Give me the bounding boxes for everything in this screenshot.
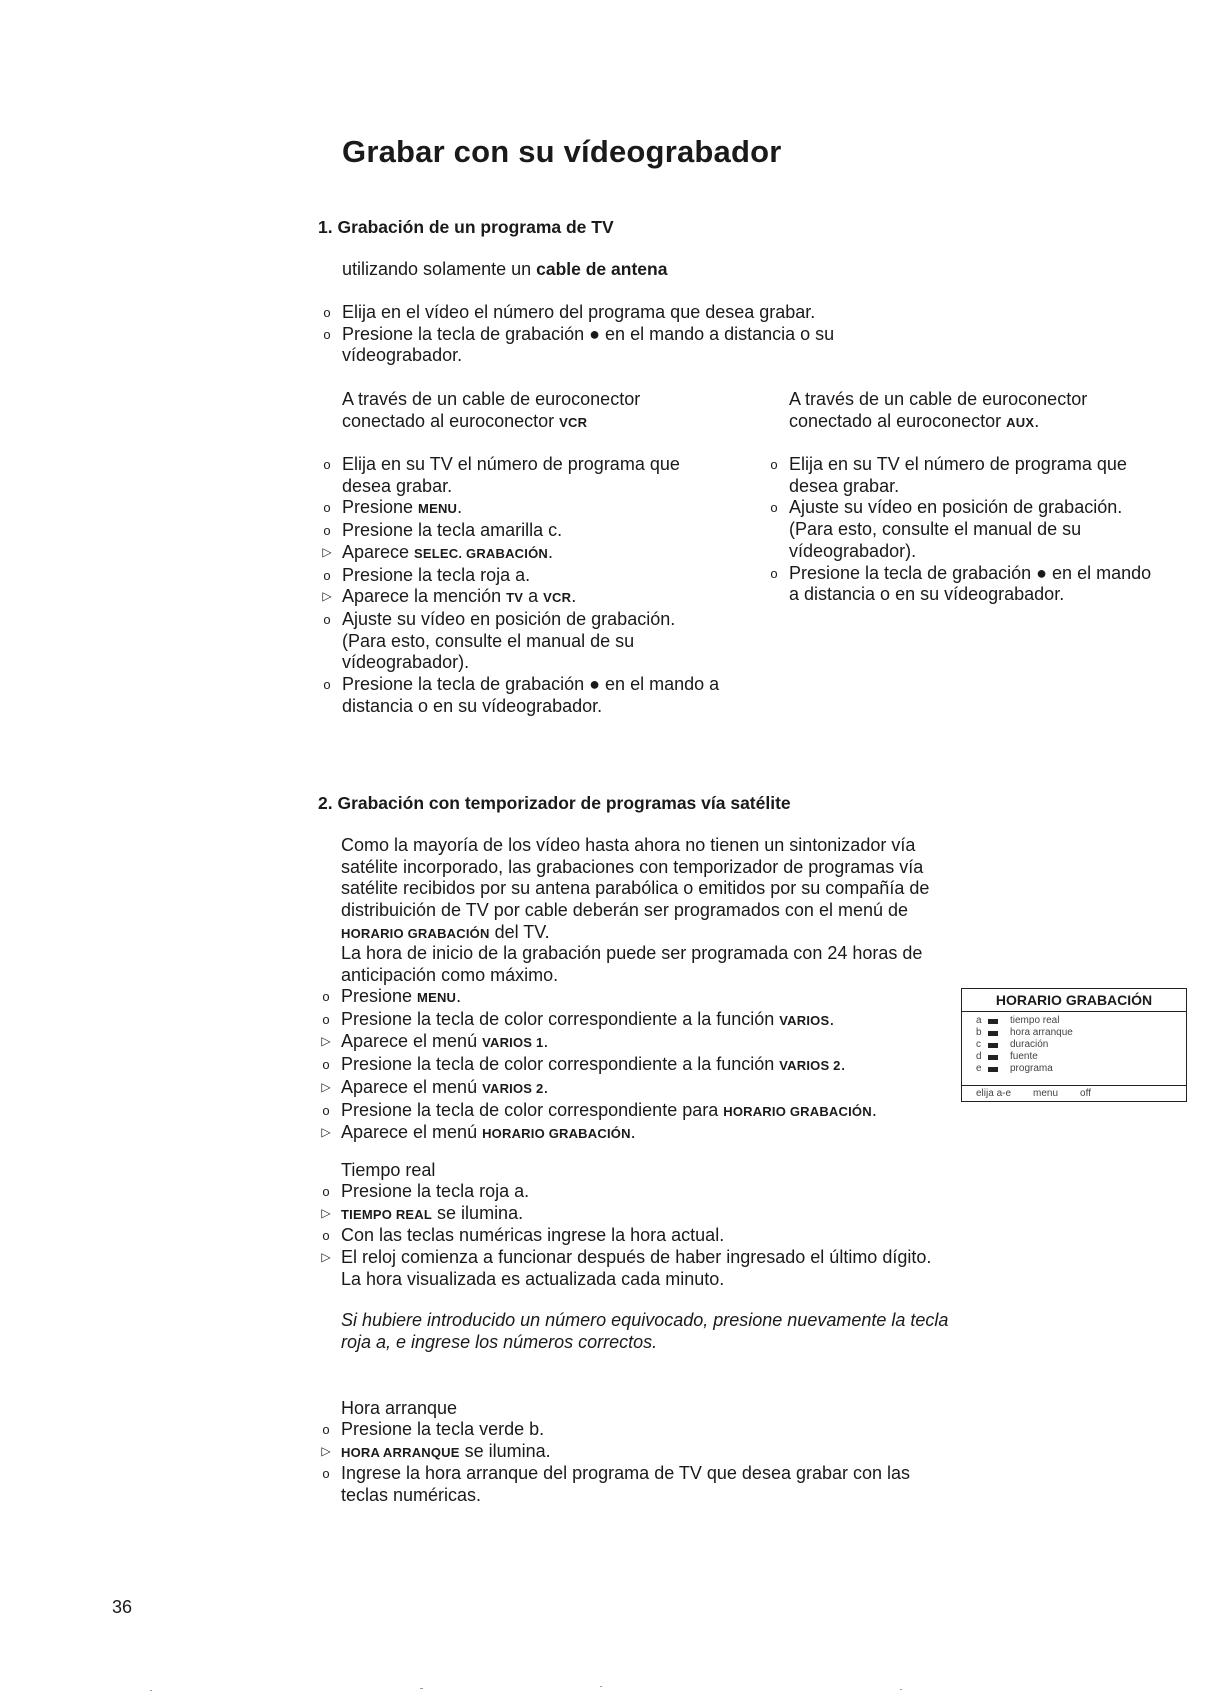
list-item: ▷ TIEMPO REAL se ilumina. (341, 1203, 941, 1226)
list-item: ▷ Aparece la mención TV a VCR. (342, 586, 722, 609)
osd-menu-box (961, 988, 1187, 1102)
arrow-icon: ▷ (321, 1205, 331, 1220)
arrow-icon: ▷ (321, 1034, 331, 1049)
list-item: ▷ Aparece el menú VARIOS 2. (341, 1077, 941, 1100)
list-item: o Ajuste su vídeo en posición de grabación. (Para esto, consulte el manual de su vídeograbador). (342, 609, 722, 674)
scan-speck (420, 1688, 423, 1689)
tiempo-real-note: Si hubiere introducido un número equivocado, presione nuevamente la tecla roja a, e ingrese los números correctos. (341, 1310, 949, 1352)
list-item: ▷ Aparece SELEC. GRABACIÓN. (342, 542, 722, 565)
bullet-icon: o (322, 989, 330, 1004)
color-key-icon (988, 1043, 998, 1048)
page-title: Grabar con su vídeograbador (342, 134, 782, 169)
color-key-icon (988, 1031, 998, 1036)
left-column-heading: A través de un cable de euroconector conectado al euroconector VCR (342, 389, 641, 431)
scan-speck (600, 1686, 602, 1687)
tiempo-real-label: Tiempo real (341, 1160, 436, 1180)
osd-menu-footer: elija a-e menu off (962, 1085, 1186, 1101)
hora-arranque-label: Hora arranque (341, 1398, 458, 1418)
bullet-icon: o (322, 1466, 330, 1482)
right-column-heading: A través de un cable de euroconector conectado al euroconector AUX. (789, 389, 1088, 431)
arrow-icon: ▷ (321, 1125, 331, 1140)
list-item: ▷ HORA ARRANQUE se ilumina. (341, 1441, 961, 1464)
list-item: o Presione la tecla de color correspondiente a la función VARIOS 2. (341, 1054, 941, 1077)
bullet-icon: o (770, 457, 778, 472)
list-item: o Presione MENU. (341, 986, 941, 1009)
bullet-icon: o (323, 305, 331, 320)
section-1-list (323, 302, 902, 367)
bullet-icon: o (770, 500, 778, 516)
osd-menu-row: e programa (976, 1063, 1053, 1074)
list-item: ▷ Aparece el menú HORARIO GRABACIÓN. (341, 1122, 941, 1145)
bullet-icon: o (770, 565, 778, 581)
list-item: o Presione la tecla de grabación ● en el mando a distancia o en su vídeograbador. (342, 674, 722, 717)
section-1-heading: 1. Grabación de un programa de TV (318, 217, 614, 237)
record-dot-icon: ● (589, 674, 601, 695)
left-column-list (322, 454, 722, 717)
arrow-icon: ▷ (321, 1250, 331, 1265)
list-item: o Presione MENU. (342, 497, 722, 520)
section-2-intro: Como la mayoría de los vídeo hasta ahora no tienen un sintonizador vía satélite incorporado, las grabaciones con temporizador de programas vía satélite recibidos por su antena parabólica o emitidos por su compañía de distribuición de TV por cable deberán ser programados con el menú de HORARIO GRABACIÓN del TV. (341, 835, 930, 942)
section-2-heading: 2. Grabación con temporizador de programas vía satélite (318, 793, 791, 813)
osd-menu-title: HORARIO GRABACIÓN (962, 989, 1186, 1012)
record-dot-icon: ● (589, 323, 601, 344)
list-item: o Elija en su TV el número de programa que desea grabar. (342, 454, 722, 497)
bullet-icon: o (323, 326, 331, 342)
list-item: o Presione la tecla de color correspondiente a la función VARIOS. (341, 1009, 941, 1032)
hora-arranque-list (321, 1419, 961, 1507)
list-item: o Presione la tecla de color correspondiente para HORARIO GRABACIÓN. (341, 1100, 941, 1123)
tiempo-real-list (321, 1181, 941, 1291)
list-item: o Presione la tecla roja a. (342, 565, 722, 587)
bullet-icon: o (322, 1011, 330, 1027)
arrow-icon: ▷ (322, 589, 332, 604)
scan-speck (900, 1689, 902, 1690)
list-item: o Ajuste su vídeo en posición de grabación. (Para esto, consulte el manual de su vídeograbador). (789, 497, 1164, 562)
color-key-icon (988, 1019, 998, 1024)
osd-menu-rows (962, 1012, 1186, 1075)
list-item: o Ingrese la hora arranque del programa de TV que desea grabar con las teclas numéricas. (341, 1463, 961, 1506)
list-item: ▷ El reloj comienza a funcionar después de haber ingresado el último dígito. La hora visualizada es actualizada cada minuto. (341, 1247, 941, 1290)
list-item: o Elija en su TV el número de programa que desea grabar. (789, 454, 1164, 497)
list-item: o Presione la tecla de grabación ● en el mando a distancia o su vídeograbador. (342, 324, 902, 367)
list-item: ▷ Aparece el menú VARIOS 1. (341, 1031, 941, 1054)
right-column-list (770, 454, 1164, 606)
osd-menu-row: d fuente (976, 1051, 1038, 1062)
bullet-icon: o (322, 1422, 330, 1437)
page-number: 36 (112, 1597, 133, 1617)
color-key-icon (988, 1055, 998, 1060)
bullet-icon: o (323, 457, 331, 472)
bullet-icon: o (322, 1184, 330, 1199)
bullet-icon: o (323, 567, 331, 583)
bullet-icon: o (322, 1057, 330, 1073)
bullet-icon: o (323, 523, 331, 539)
list-item: o Presione la tecla de grabación ● en el mando a distancia o en su vídeograbador. (789, 563, 1164, 606)
section-2-steps (321, 986, 941, 1145)
list-item: o Elija en el vídeo el número del programa que desea grabar. (342, 302, 902, 324)
osd-menu-row: b hora arranque (976, 1027, 1073, 1038)
list-item: o Presione la tecla roja a. (341, 1181, 941, 1203)
section-1-intro: utilizando solamente un cable de antena (342, 259, 668, 279)
arrow-icon: ▷ (322, 544, 332, 559)
bullet-icon: o (323, 677, 331, 693)
list-item: o Presione la tecla amarilla c. (342, 520, 722, 542)
record-dot-icon: ● (1036, 562, 1048, 583)
osd-menu-row: a tiempo real (976, 1015, 1060, 1026)
section-2-intro-2: La hora de inicio de la grabación puede ser programada con 24 horas de anticipación como máximo. (341, 943, 923, 985)
arrow-icon: ▷ (321, 1443, 331, 1458)
color-key-icon (988, 1067, 998, 1072)
bullet-icon: o (322, 1228, 330, 1244)
arrow-icon: ▷ (321, 1079, 331, 1094)
scan-speck (150, 1690, 152, 1691)
list-item: o Con las teclas numéricas ingrese la hora actual. (341, 1225, 941, 1247)
osd-menu-row: c duración (976, 1039, 1049, 1050)
bullet-icon: o (323, 611, 331, 627)
bullet-icon: o (322, 1102, 330, 1118)
list-item: o Presione la tecla verde b. (341, 1419, 961, 1441)
bullet-icon: o (323, 500, 331, 516)
